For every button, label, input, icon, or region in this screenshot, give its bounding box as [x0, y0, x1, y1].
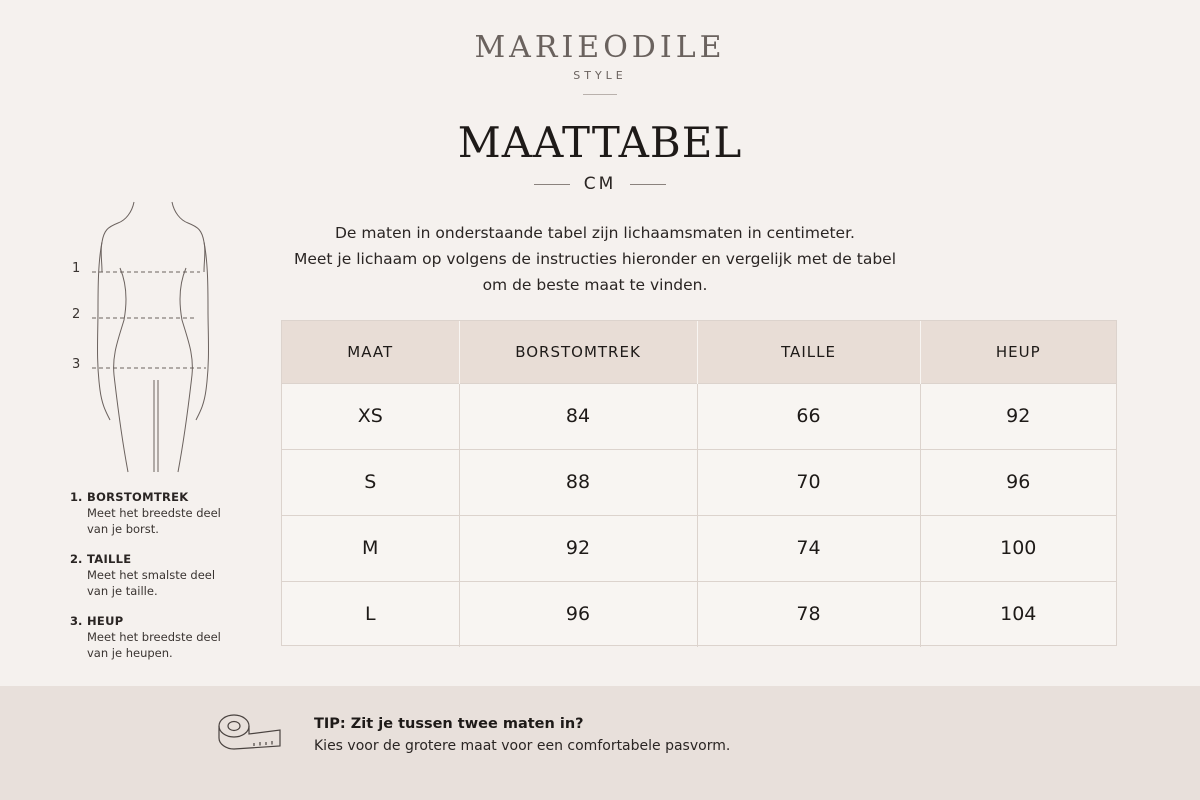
instruction-desc: Meet het breedste deel — [87, 630, 221, 644]
column-header-bust: BORSTOMTREK — [459, 321, 697, 383]
measure-instructions — [70, 489, 270, 675]
instruction-desc: Meet het breedste deel — [87, 506, 221, 520]
body-figure — [60, 190, 260, 490]
intro-line: Meet je lichaam op volgens de instructies hieronder en vergelijk met de tabel — [293, 250, 896, 268]
table-cell: 78 — [697, 581, 920, 647]
table-cell: L — [282, 581, 459, 647]
brand-name: MARIEODILE — [474, 30, 726, 65]
instruction-title: TAILLE — [87, 552, 132, 566]
instruction-item — [70, 489, 270, 537]
instruction-desc: van je borst. — [87, 522, 159, 536]
table-cell: 70 — [697, 449, 920, 515]
table-header-row — [282, 321, 1116, 383]
column-header-size: MAAT — [282, 321, 459, 383]
table-cell: XS — [282, 383, 459, 449]
table-cell: 104 — [920, 581, 1116, 647]
table-cell: M — [282, 515, 459, 581]
intro-line: om de beste maat te vinden. — [482, 276, 708, 294]
brand-header — [0, 30, 1200, 95]
table-row — [282, 581, 1116, 647]
table-cell: S — [282, 449, 459, 515]
instruction-item — [70, 551, 270, 599]
page-title: MAATTABEL — [457, 118, 743, 167]
instruction-number: 2. — [70, 552, 83, 566]
instruction-title: BORSTOMTREK — [87, 490, 189, 504]
instruction-desc: van je taille. — [87, 584, 158, 598]
table-row — [282, 515, 1116, 581]
table-row — [282, 449, 1116, 515]
table-cell: 96 — [459, 581, 697, 647]
size-table — [282, 321, 1116, 647]
figure-marker: 2 — [72, 307, 81, 322]
measuring-tape-icon — [216, 712, 282, 756]
intro-line: De maten in onderstaande tabel zijn lichaamsmaten in centimeter. — [335, 224, 855, 242]
table-cell: 84 — [459, 383, 697, 449]
table-cell: 74 — [697, 515, 920, 581]
table-cell: 66 — [697, 383, 920, 449]
instruction-desc: Meet het smalste deel — [87, 568, 216, 582]
table-row — [282, 383, 1116, 449]
table-cell: 92 — [459, 515, 697, 581]
column-header-hip: HEUP — [920, 321, 1116, 383]
instruction-number: 3. — [70, 614, 83, 628]
instruction-item — [70, 613, 270, 661]
figure-marker: 1 — [72, 261, 81, 276]
table-cell: 100 — [920, 515, 1116, 581]
unit-label: CM — [583, 174, 617, 194]
instruction-desc: van je heupen. — [87, 646, 173, 660]
column-header-waist: TAILLE — [697, 321, 920, 383]
unit-left-rule — [534, 184, 570, 185]
brand-divider — [583, 94, 617, 95]
instruction-number: 1. — [70, 490, 83, 504]
tip-banner — [0, 686, 1200, 800]
brand-subtitle: STYLE — [573, 69, 627, 82]
intro-text — [280, 220, 910, 298]
tip-title: TIP: Zit je tussen twee maten in? — [314, 716, 584, 732]
size-table-container — [281, 320, 1117, 646]
unit-right-rule — [630, 184, 666, 185]
table-cell: 96 — [920, 449, 1116, 515]
body-outline-icon — [60, 190, 260, 490]
table-cell: 88 — [459, 449, 697, 515]
tip-text: Kies voor de grotere maat voor een comfortabele pasvorm. — [314, 738, 731, 754]
table-cell: 92 — [920, 383, 1116, 449]
instruction-title: HEUP — [87, 614, 124, 628]
figure-marker: 3 — [72, 357, 81, 372]
